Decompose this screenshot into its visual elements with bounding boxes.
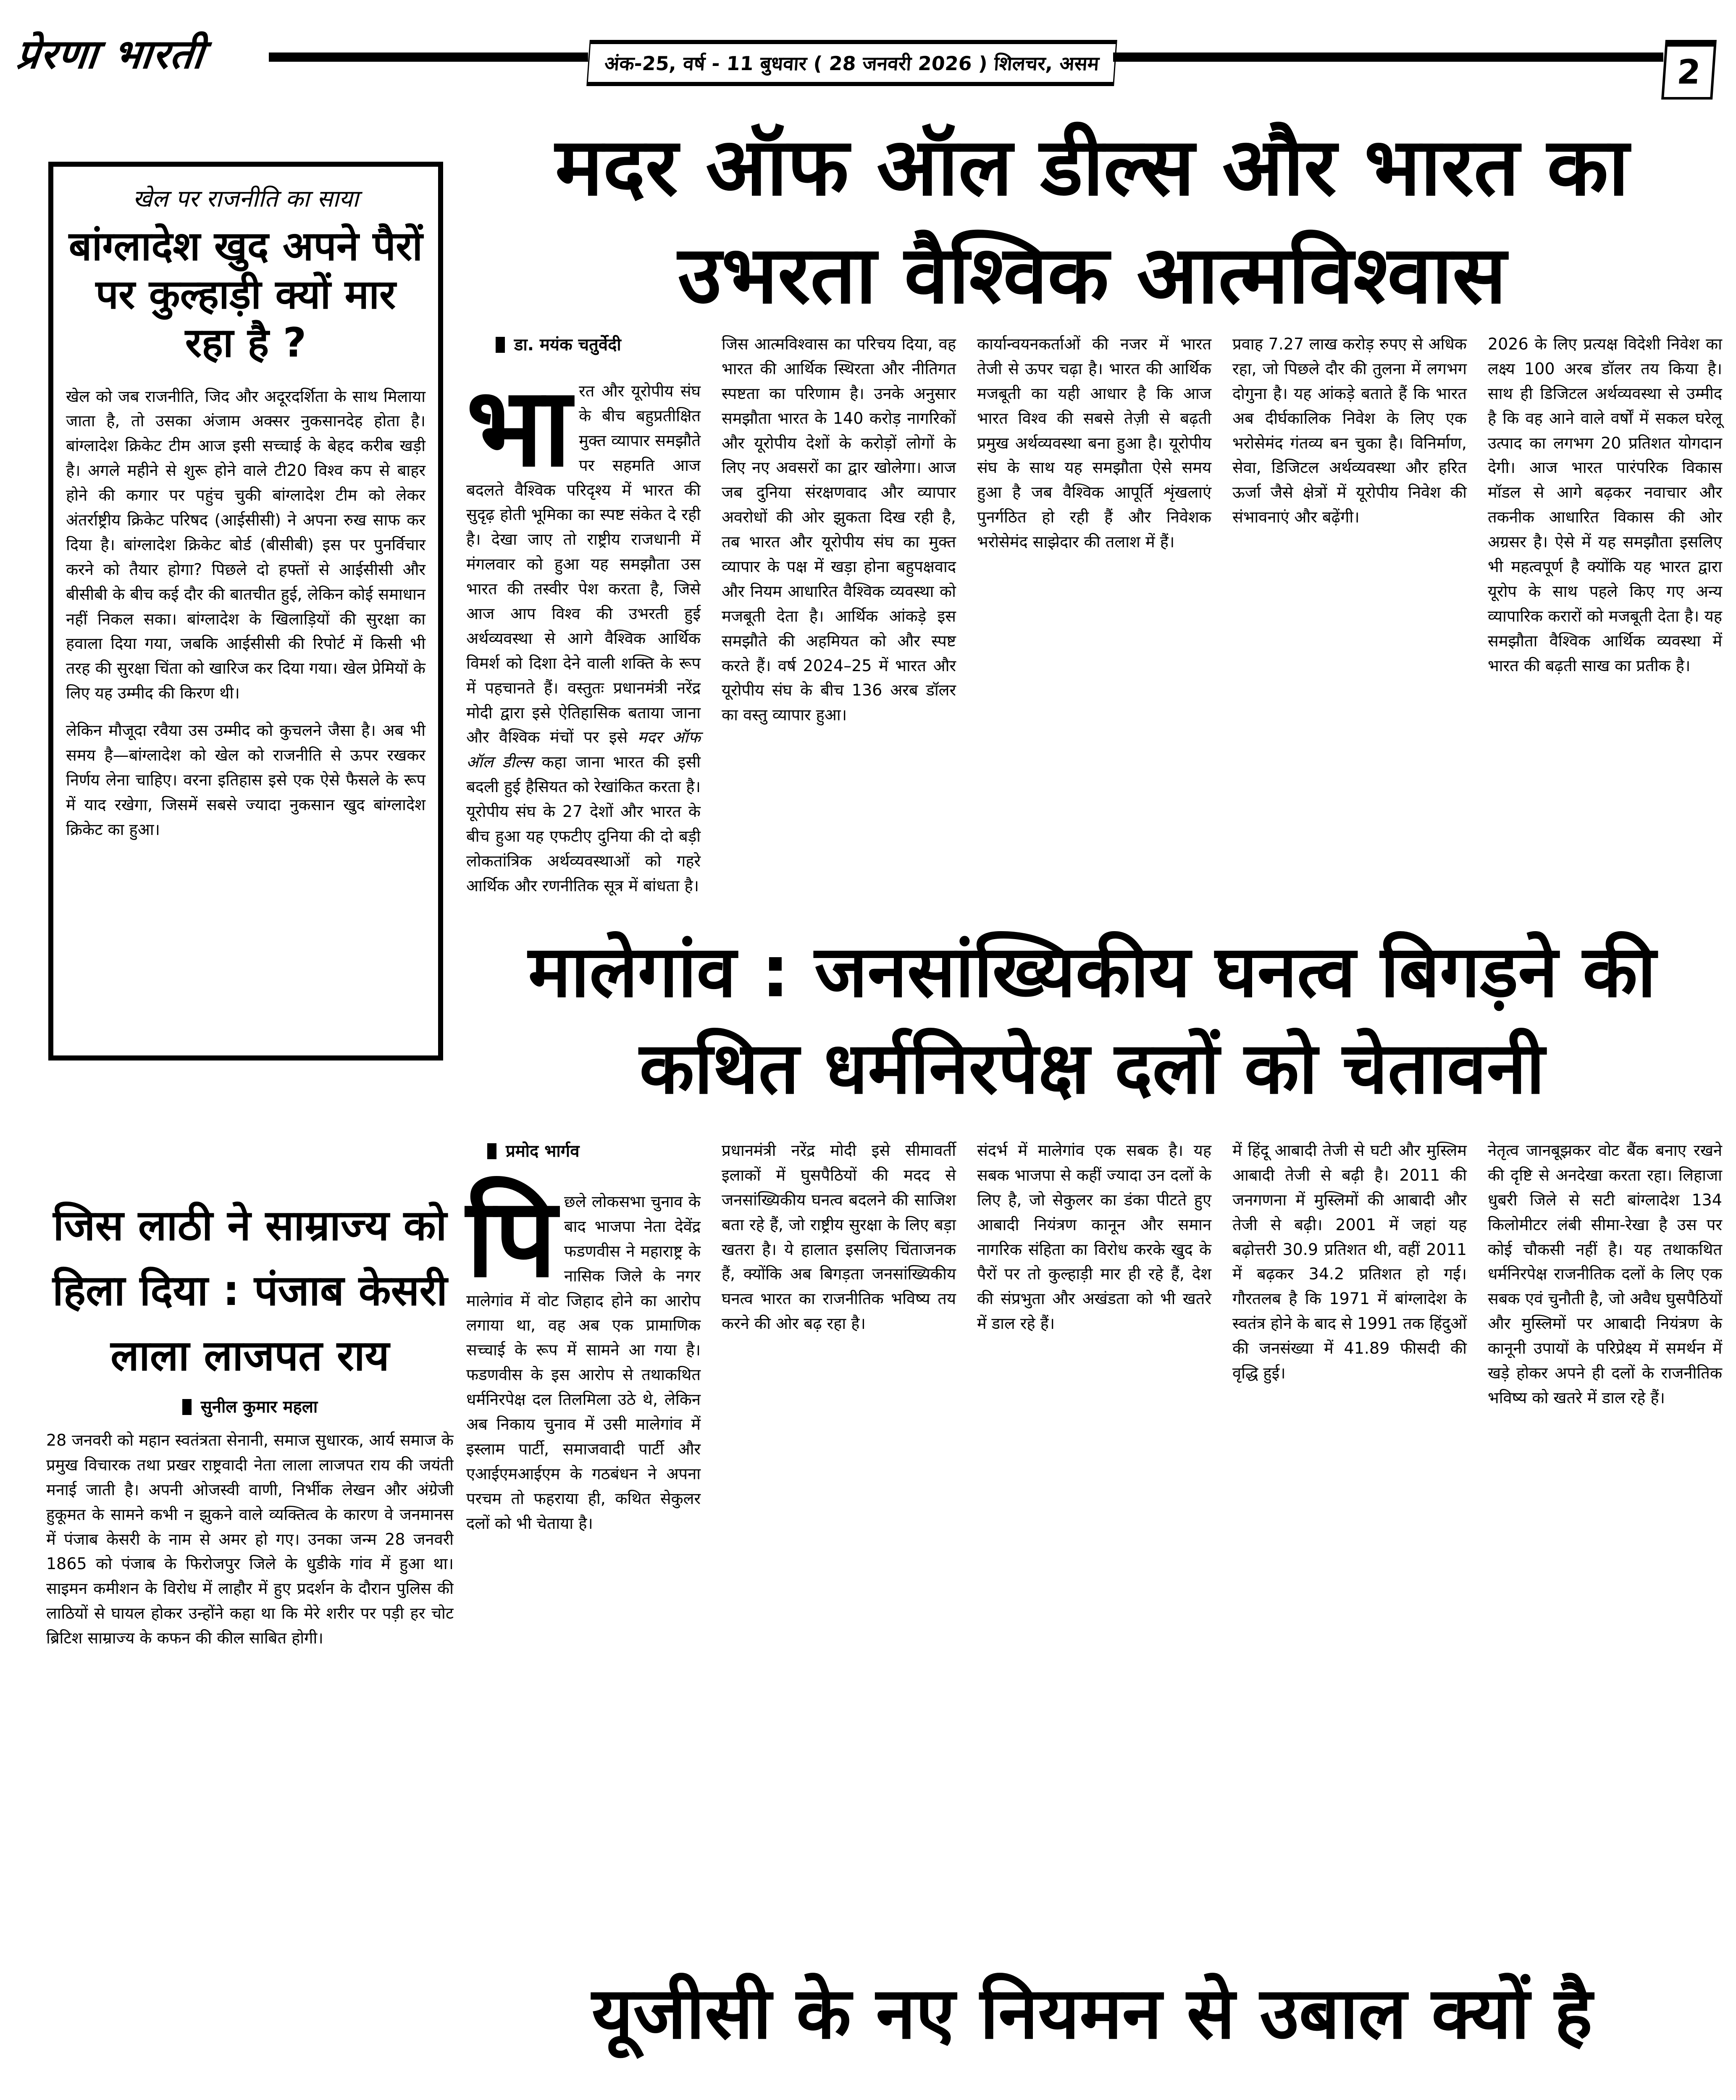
byline-lajpat <box>42 1394 458 1418</box>
article-headline-eu: मदर ऑफ ऑल डील्स और भारत का उभरता वैश्विक आत्मविश्वास <box>555 121 1629 321</box>
author-name: सुनील कुमार महला <box>182 1397 318 1417</box>
drop-cap: भा <box>466 364 572 491</box>
article-column: जिस आत्मविश्वास का परिचय दिया, वह भारत की आर्थिक स्थिरता और नीतिगत स्पष्टता का परिणाम है। उनके अनुसार समझौता भारत के 140 करोड़ नागरिकों और यूरोपीय देशों के करोड़ों लोगों के लिए नए अवसरों का द्वार खोलेगा। आज जब दुनिया संरक्षणवाद और व्यापार अवरोधों की ओर झुकता दिख रही है, तब भारत और यूरोपीय संघ का मुक्त व्यापार के पक्ष में खड़ा होना बहुपक्षवाद और नियम आधारित वैश्विक व्यवस्था को मजबूती देता है। आर्थिक आंकड़े इस समझौते की अहमियत को और स्पष्ट करते हैं। वर्ष 2024–25 में भारत और यूरोपीय संघ के बीच 136 अरब डॉलर का वस्तु व्यापार हुआ। <box>722 335 956 724</box>
highlighted-phrase: मदर ऑफ ऑल डील्स <box>466 728 701 772</box>
article-column <box>466 332 701 941</box>
article-headline-malegaon: मालेगांव : जनसांख्यिकीय घनत्व बिगड़ने की कथित धर्मनिरपेक्ष दलों को चेतावनी <box>528 930 1656 1110</box>
article-column: में हिंदू आबादी तेजी से घटी और मुस्लिम आबादी तेजी से बढ़ी है। 2011 की जनगणना में मुस्लिमों की आबादी और तेजी से बढ़ी। 2001 में जहां यह बढ़ोत्तरी 30.9 प्रतिशत थी, वहीं 2011 में बढ़कर 34.2 प्रतिशत हो गई। गौरतलब है कि 1971 में बांग्लादेश के स्वतंत्र होने के बाद से 1991 तक हिंदुओं की जनसंख्या में 41.89 फीसदी की वृद्धि हुई। <box>1232 1141 1467 1383</box>
article-body <box>66 384 425 842</box>
masthead-rule <box>269 52 588 62</box>
author-name: डा. मयंक चतुर्वेदी <box>496 332 701 358</box>
article-column: कार्यान्वयनकर्ताओं की नजर में भारत तेजी से ऊपर चढ़ा है। भारत की आर्थिक मजबूती का यही आधार है कि आज भारत विश्व की सबसे तेज़ी से बढ़ती प्रमुख अर्थव्यवस्था बना हुआ है। यूरोपीय संघ के साथ यह समझौता ऐसे समय हुआ है जब वैश्विक आपूर्ति शृंखलाएं पुनर्गठित हो रही हैं और निवेशक भरोसेमंद साझेदार की तलाश में हैं। <box>977 335 1211 551</box>
article-column: संदर्भ में मालेगांव एक सबक है। यह सबक भाजपा से कहीं ज्यादा उन दलों के लिए है, जो सेकुलर का डंका पीटते हुए आबादी नियंत्रण कानून और समान नागरिक संहिता का विरोध करके खुद के पैरों पर तो कुल्हाड़ी मार ही रहे हैं, देश की संप्रभुता और अखंडता को भी खतरे में डाल रहे हैं। <box>977 1141 1211 1333</box>
article-column <box>466 1138 701 1928</box>
article-column: नेतृत्व जानबूझकर वोट बैंक बनाए रखने की दृष्टि से अनदेखा करता रहा। लिहाजा धुबरी जिले से सटी बांग्लादेश 134 किलोमीटर लंबी सीमा-रेखा है उस पर कोई चौकसी नहीं है। यह तथाकथित धर्मनिरपेक्ष राजनीतिक दलों के लिए एक सबक एवं चुनौती है, जो अवैध घुसपैठियों और मुस्लिमों पर आबादी नियंत्रण के कानूनी उपायों के परिप्रेक्ष्य में समर्थन में खड़े होकर अपने ही दलों के राजनीतिक भविष्य को खतरे में डाल रहे हैं। <box>1488 1141 1722 1407</box>
article-paragraph: लेकिन मौजूदा रवैया उस उम्मीद को कुचलने जैसा है। अब भी समय है—बांग्लादेश को खेल को राजनीति से ऊपर रखकर निर्णय लेना चाहिए। वरना इतिहास इसे एक ऐसे फैसले के रूप में याद रखेगा, जिसमें सबसे ज्यादा नुकसान खुद बांग्लादेश क्रिकेट का हुआ। <box>66 721 425 839</box>
article-column: प्रवाह 7.27 लाख करोड़ रुपए से अधिक रहा, जो पिछले दौर की तुलना में लगभग दोगुना है। यह आंकड़े बताते हैं कि भारत अब दीर्घकालिक निवेश के लिए एक भरोसेमंद गंतव्य बन चुका है। विनिर्माण, सेवा, डिजिटल अर्थव्यवस्था और हरित ऊर्जा जैसे क्षेत्रों में यूरोपीय निवेश की संभावनाएं और बढ़ेंगी। <box>1232 335 1467 527</box>
issue-line: अंक-25, वर्ष - 11 बुधवार ( 28 जनवरी 2026 ) शिलचर, असम <box>604 52 1100 75</box>
article-headline-lajpat: जिस लाठी ने साम्राज्य को हिला दिया : पंजाब केसरी लाला लाजपत राय <box>52 1201 448 1380</box>
article-kicker: खेल पर राजनीति का साया <box>133 185 359 213</box>
article-paragraph: खेल को जब राजनीति, जिद और अदूरदर्शिता के साथ मिलाया जाता है, तो उसका अंजाम अक्सर नुकसानदेह होता है। बांग्लादेश क्रिकेट टीम आज इसी सच्चाई के बेहद करीब खड़ी है। अगले महीने से शुरू होने वाले टी20 विश्व कप से बाहर होने की कगार पर पहुंच चुकी बांग्लादेश टीम को लेकर अंतर्राष्ट्रीय क्रिकेट परिषद (आईसीसी) ने अपना रुख साफ कर दिया है। बांग्लादेश क्रिकेट बोर्ड (बीसीबी) इस पर पुनर्विचार करने को तैयार होगा? पिछले दो हफ्तों से आईसीसी और बीसीबी के बीच कई दौर की बातचीत हुई, लेकिन कोई समाधान नहीं निकल सका। बांग्लादेश के खिलाड़ियों की सुरक्षा का हवाला दिया गया, जबकि आईसीसी की रिपोर्ट में किसी भी तरह की सुरक्षा चिंता को खारिज कर दिया गया। खेल प्रेमियों के लिए यह उम्मीद की किरण थी। <box>66 387 425 703</box>
issue-info-box <box>586 40 1117 86</box>
masthead-rule <box>1113 52 1663 62</box>
article-text: कहा जाना भारत की इसी बदली हुई हैसियत को रेखांकित करता है। यूरोपीय संघ के 27 देशों और भारत के बीच हुआ यह एफटीए दुनिया की दो बड़ी लोकतांत्रिक अर्थव्यवस्थाओं को गहरे आर्थिक और रणनीतिक सूत्र में बांधता है। <box>466 753 701 895</box>
article-body-eu <box>466 332 1722 941</box>
article-column: 2026 के लिए प्रत्यक्ष विदेशी निवेश का लक्ष्य 100 अरब डॉलर तय किया है। साथ ही डिजिटल अर्थव्यवस्था से उम्मीद है कि वह आने वाले वर्षों में सकल घरेलू उत्पाद का लगभग 20 प्रतिशत योगदान देगी। आज भारत पारंपरिक विकास मॉडल से आगे बढ़कर नवाचार और तकनीक आधारित विकास की ओर अग्रसर है। ऐसे में यह समझौता इसलिए भी महत्वपूर्ण है क्योंकि यह भारत द्वारा यूरोप के साथ पहले किए गए अन्य व्यापारिक करारों को मजबूती देता है। यह समझौता वैश्विक आर्थिक व्यवस्था में भारत की बढ़ती साख का प्रतीक है। <box>1488 335 1722 675</box>
article-paragraph: 28 जनवरी को महान स्वतंत्रता सेनानी, समाज सुधारक, आर्य समाज के प्रमुख विचारक तथा प्रखर राष्ट्रवादी नेता लाला लाजपत राय की जयंती मनाई जाती है। अपनी ओजस्वी वाणी, निर्भीक लेखन और अंग्रेजी हुकूमत के सामने कभी न झुकने वाले व्यक्तित्व के कारण वे जनमानस में पंजाब केसरी के नाम से अमर हो गए। उनका जन्म 28 जनवरी 1865 को पंजाब के फिरोजपुर जिले के धुडीके गांव में हुआ था। साइमन कमीशन के विरोध में लाहौर में हुए प्रदर्शन के दौरान पुलिस की लाठियों से घायल होकर उन्होंने कहा था कि मेरे शरीर पर पड़ी हर चोट ब्रिटिश साम्राज्य के कफन की कील साबित होगी। <box>46 1431 454 1648</box>
article-headline-ugc: यूजीसी के नए नियमन से उबाल क्यों है <box>591 1972 1593 2055</box>
author-name: प्रमोद भार्गव <box>487 1138 701 1164</box>
article-text: छले लोकसभा चुनाव के बाद भाजपा नेता देवेंद्र फडणवीस ने महाराष्ट्र के नासिक जिले के नगर मालेगांव में वोट जिहाद होने का आरोप लगाया था, वह अब एक प्रामाणिक सच्चाई के रूप में सामने आ गया है। फडणवीस के इस आरोप से तथाकथित धर्मनिरपेक्ष दल तिलमिला उठे थे, लेकिन अब निकाय चुनाव में उसी मालेगांव में इस्लाम पार्टी, समाजवादी पार्टी और एआईएमआईएम के गठबंधन ने अपना परचम तो फहराया ही, कथित सेकुलर दलों को भी चेताया है। <box>466 1192 701 1533</box>
page-number: 2 <box>1661 40 1717 100</box>
boxed-article-bangladesh <box>48 162 443 1060</box>
masthead-title: प्रेरणा भारती <box>14 31 207 78</box>
article-text: रत और यूरोपीय संघ के बीच बहुप्रतीक्षित मुक्त व्यापार समझौते पर सहमति आज बदलते वैश्विक परिदृश्य में भारत की सुदृढ़ होती भूमिका का स्पष्ट संकेत दे रही है। देखा जाए तो राष्ट्रीय राजधानी में मंगलवार को हुआ यह समझौता उस भारत की तस्वीर पेश करता है, जिसे आज आप विश्व की उभरती हुई अर्थव्यवस्था से आगे वैश्विक आर्थिक विमर्श को दिशा देने वाली शक्ति के रूप में पहचानते हैं। वस्तुतः प्रधानमंत्री नरेंद्र मोदी द्वारा इसे ऐतिहासिक बताया जाना और वैश्विक मंचों पर इसे <box>466 382 701 747</box>
article-headline: बांग्लादेश खुद अपने पैरों पर कुल्हाड़ी क्यों मार रहा है ? <box>68 223 423 367</box>
article-body-malegaon <box>466 1138 1722 1928</box>
drop-cap: पि <box>466 1175 557 1302</box>
article-column: प्रधानमंत्री नरेंद्र मोदी इसे सीमावर्ती इलाकों में घुसपैठियों की मदद से जनसांख्यिकीय घनत्व बदलने की साजिश बता रहे हैं, जो राष्ट्रीय सुरक्षा के लिए बड़ा खतरा है। ये हालात इसलिए चिंताजनक हैं, क्योंकि अब बिगड़ता जनसांख्यिकीय घनत्व भारत का राजनीतिक भविष्य तय करने की ओर बढ़ रहा है। <box>722 1141 956 1333</box>
article-body-lajpat <box>46 1428 454 2100</box>
